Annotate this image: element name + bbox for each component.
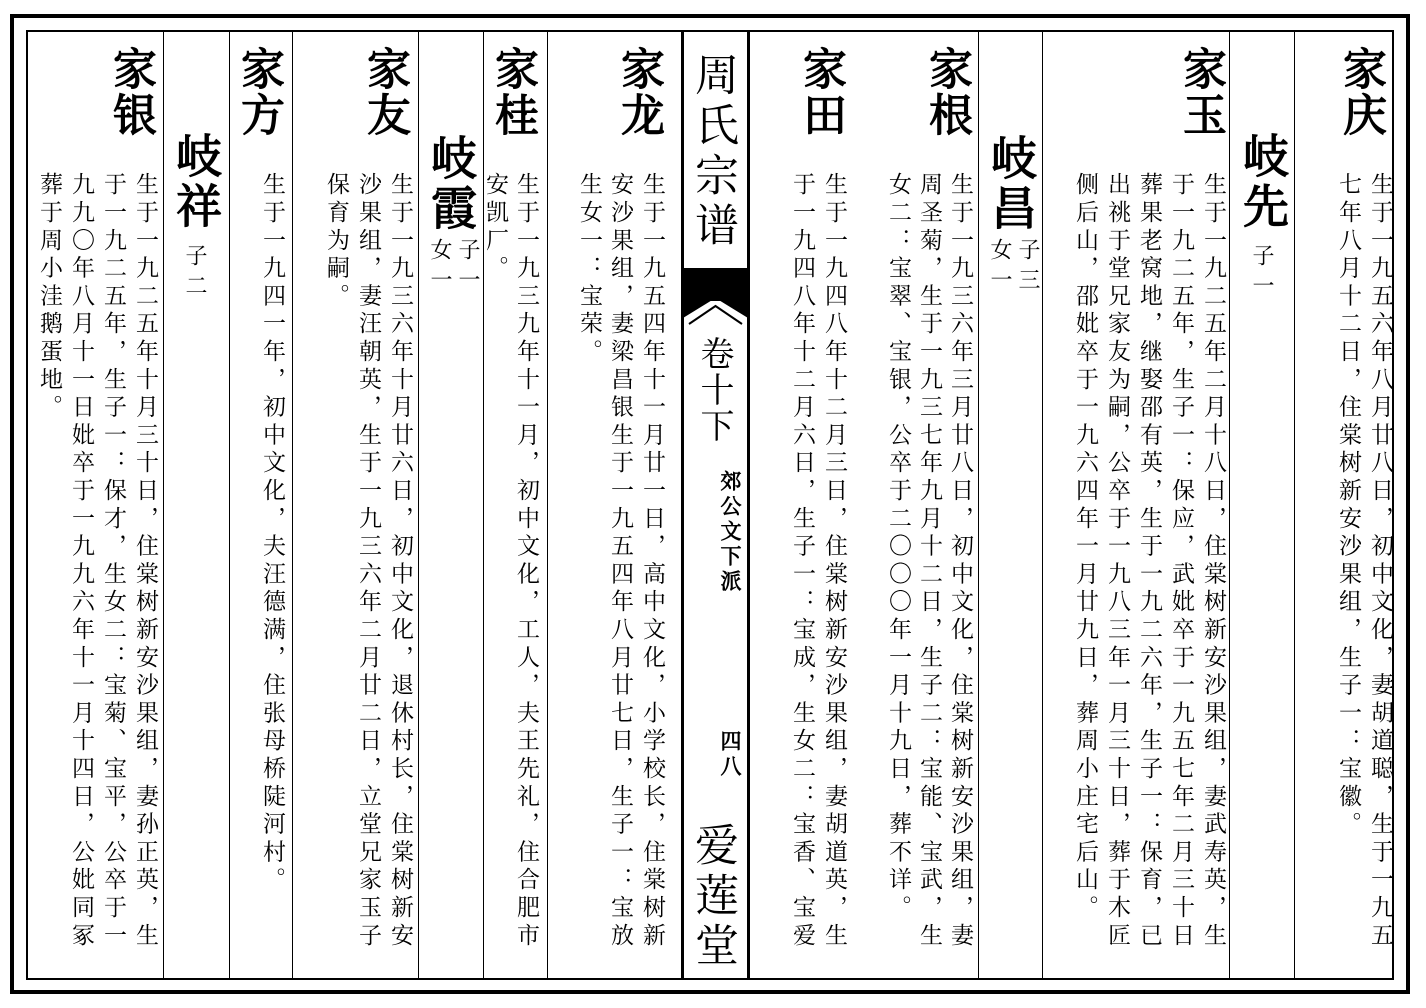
entry-text: 安凯厂。 bbox=[482, 172, 508, 284]
entry-text: 于一九二五年，生子一：保才，生女二：宝菊、宝平，公卒于一 bbox=[100, 172, 126, 951]
entry-text: 安沙果组，妻梁昌银生于一九五四年八月廿七日，生子一：宝放 bbox=[607, 172, 633, 951]
person-name-jiafang: 家方 bbox=[233, 46, 284, 138]
entry-text: 出祧于堂兄家友为嗣，公卒于一九八三年一月三十日，葬于木匠 bbox=[1104, 172, 1130, 951]
column-divider bbox=[163, 31, 164, 979]
entry-text: 于一九四八年十二月六日，生子一：宝成，生女二：宝香、宝爱 bbox=[789, 172, 815, 951]
volume-label: 卷十下 bbox=[694, 336, 734, 444]
entry-text: 生于一九四八年十二月三日，住棠树新安沙果组，妻胡道英，生 bbox=[821, 172, 847, 951]
entry-text: 生于一九四一年，初中文化，夫汪德满，住张母桥陡河村。 bbox=[259, 172, 285, 895]
center-divider-right bbox=[747, 31, 750, 979]
person-name-jiatian: 家田 bbox=[795, 46, 846, 138]
column-divider bbox=[1229, 31, 1230, 979]
entry-text: 保育为嗣。 bbox=[323, 172, 349, 311]
column-divider bbox=[1042, 31, 1043, 979]
entry-text: 生于一九三六年十月廿六日，初中文化，退休村长，住棠树新安 bbox=[387, 172, 413, 951]
hall-name: 爱莲堂 bbox=[687, 822, 738, 972]
person-name-jiayin: 家银 bbox=[105, 46, 156, 138]
person-name-jiagui: 家桂 bbox=[487, 46, 538, 138]
column-divider bbox=[292, 31, 293, 979]
entry-text: 于一九二五年，生子一：保应，武妣卒于一九五七年二月三十日 bbox=[1168, 172, 1194, 951]
entry-text: 女二：宝翠、宝银，公卒于二〇〇〇年一月十九日，葬不详。 bbox=[885, 172, 911, 923]
entry-text: 周圣菊，生于一九三七年九月十二日，生子二：宝能、宝武，生 bbox=[916, 172, 942, 951]
entry-text: 生于一九二五年二月十八日，住棠树新安沙果组，妻武寿英，生 bbox=[1200, 172, 1226, 951]
relation-label: 女一 bbox=[427, 238, 452, 298]
center-divider-left bbox=[681, 31, 684, 979]
person-name-jiagen: 家根 bbox=[921, 46, 972, 138]
column-divider bbox=[229, 31, 230, 979]
person-name-qixia: 岐霞 bbox=[424, 134, 478, 234]
column-divider bbox=[547, 31, 548, 979]
person-name-qixian: 岐先 bbox=[1236, 132, 1290, 232]
entry-text: 生于一九三六年三月廿八日，初中文化，住棠树新安沙果组，妻 bbox=[947, 172, 973, 951]
relation-label: 子二 bbox=[182, 244, 207, 304]
entry-text: 生于一九二五年十月三十日，住棠树新安沙果组，妻孙正英，生 bbox=[132, 172, 158, 951]
person-name-qixiang: 岐祥 bbox=[169, 132, 223, 232]
relation-label: 子一 bbox=[455, 238, 480, 298]
page-number: 四八 bbox=[718, 730, 743, 780]
relation-label: 子一 bbox=[1249, 244, 1274, 304]
entry-text: 七年八月十二日，住棠树新安沙果组，生子一：宝徽。 bbox=[1335, 172, 1361, 840]
entry-text: 九九〇年八月十一日妣卒于一九九六年十一月十四日，公妣同冢 bbox=[68, 172, 94, 951]
entry-text: 生于一九五四年十一月廿一日，高中文化，小学校长，住棠树新 bbox=[639, 172, 665, 951]
person-name-jiayou: 家友 bbox=[359, 46, 410, 138]
entry-text: 生女一：宝荣。 bbox=[576, 172, 602, 367]
person-name-jiayu: 家玉 bbox=[1175, 46, 1226, 138]
person-name-jialong: 家龙 bbox=[613, 46, 664, 138]
genealogy-title: 周氏宗谱 bbox=[687, 52, 738, 252]
entry-text: 葬果老窝地，继娶邵有英，生于一九二六年，生子一：保育，已 bbox=[1136, 172, 1162, 951]
entry-text: 葬于周小洼鹅蛋地。 bbox=[36, 172, 62, 423]
person-name-jiaqing: 家庆 bbox=[1335, 46, 1386, 138]
entry-text: 生于一九五六年八月廿八日，初中文化，妻胡道聪，生于一九五 bbox=[1367, 172, 1393, 951]
person-name-qichang: 岐昌 bbox=[984, 134, 1038, 234]
entry-text: 生于一九三九年十一月，初中文化，工人，夫王先礼，住合肥市 bbox=[513, 172, 539, 951]
column-divider bbox=[418, 31, 419, 979]
column-divider bbox=[978, 31, 979, 979]
entry-text: 沙果组，妻汪朝英，生于一九三六年二月廿二日，立堂兄家玉子 bbox=[355, 172, 381, 951]
entry-text: 侧后山，邵妣卒于一九六四年一月廿九日，葬周小庄宅后山。 bbox=[1072, 172, 1098, 923]
branch-label: 郊公文下派 bbox=[718, 470, 743, 595]
relation-label: 子三 bbox=[1015, 238, 1040, 298]
relation-label: 女一 bbox=[987, 238, 1012, 298]
column-divider bbox=[1294, 31, 1295, 979]
